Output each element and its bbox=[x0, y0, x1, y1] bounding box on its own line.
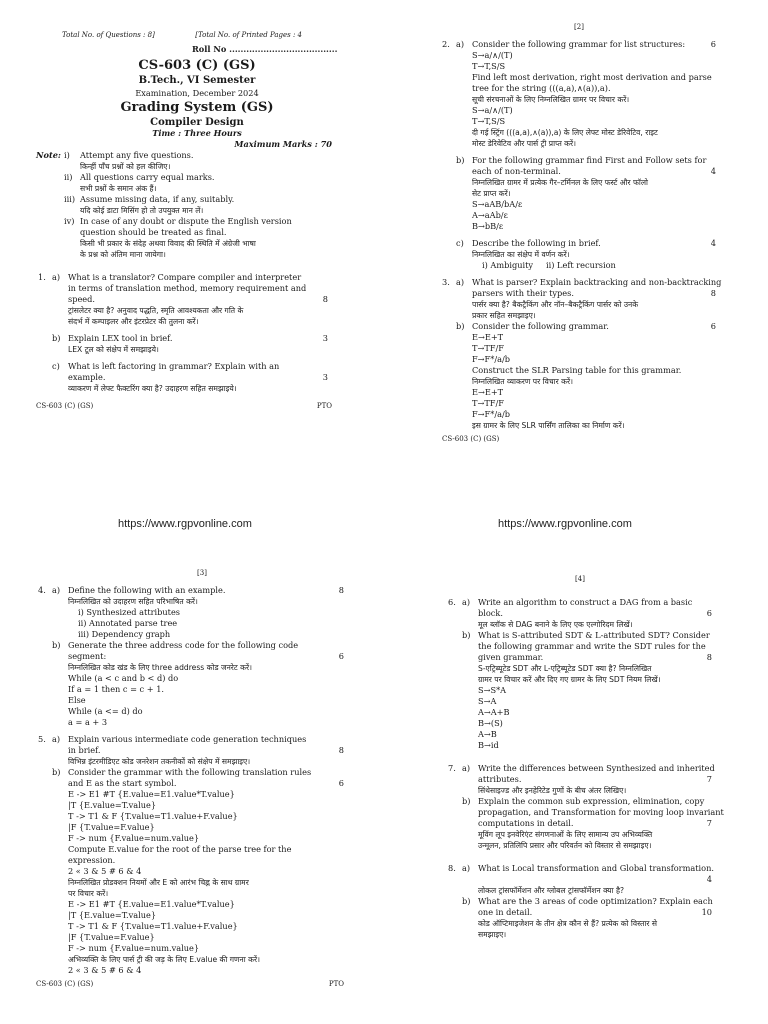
question-text-hindi: निम्नलिखित प्रोडक्शन नियमों और E को आरंभ चिह्न के साथ ग्रामर bbox=[68, 878, 249, 887]
question-text: What is parser? Explain backtracking and non-backtracking bbox=[472, 277, 722, 287]
question-text: Consider the grammar with the following translation rules bbox=[68, 767, 312, 777]
question-text: What is left factoring in grammar? Explain with an bbox=[68, 361, 280, 371]
grammar-line: B→id bbox=[478, 740, 499, 750]
note-num: ii) bbox=[64, 172, 73, 182]
rule-line: |F {T.value=F.value} bbox=[68, 932, 155, 942]
paper-code: CS-603 (C) (GS) bbox=[138, 58, 256, 73]
marks: 8 bbox=[322, 294, 328, 304]
question-7 bbox=[448, 763, 724, 851]
exam: Examination, December 2024 bbox=[135, 88, 259, 98]
note-text-hindi: किसी भी प्रकार के संदेह अथवा विवाद की स्थिति में अंग्रेजी भाषा bbox=[80, 239, 256, 248]
rule-line: |F {T.value=F.value} bbox=[68, 822, 155, 832]
marks: 6 bbox=[338, 778, 344, 788]
question-number: 8. bbox=[448, 863, 456, 873]
question-text: Describe the following in brief. bbox=[472, 238, 601, 248]
marks: 4 bbox=[710, 166, 716, 176]
question-text: parsers with their types. bbox=[472, 288, 574, 298]
question-text: in brief. bbox=[68, 745, 101, 755]
roll-no: Roll No ...................................... bbox=[192, 44, 338, 54]
rule-line: F -> num {F.value=num.value} bbox=[68, 833, 200, 843]
part-label: b) bbox=[52, 767, 61, 777]
note-text-hindi: यदि कोई डाटा मिसिंग हो तो उपयुक्त मान लें। bbox=[80, 206, 204, 215]
question-number: 7. bbox=[448, 763, 456, 773]
question-text-hindi: सूची संरचनाओं के लिए निम्नलिखित ग्रामर पर विचार करें। bbox=[472, 95, 630, 104]
part-label: a) bbox=[462, 863, 471, 873]
grammar-line: E→E+T bbox=[472, 332, 504, 342]
sub-item: ii) Annotated parse tree bbox=[78, 618, 178, 628]
page-4 bbox=[384, 512, 768, 1024]
expression: 2 « 3 & 5 # 6 & 4 bbox=[68, 965, 142, 975]
rule-line: T -> T1 & F {T.value=T1.value+F.value} bbox=[68, 921, 238, 931]
question-text: Construct the SLR Parsing table for this grammar. bbox=[472, 365, 682, 375]
marks: 10 bbox=[701, 907, 712, 917]
note-text: In case of any doubt or dispute the English version bbox=[80, 216, 292, 226]
marks: 8 bbox=[338, 585, 344, 595]
question-text-hindi: निम्नलिखित का संक्षेप में वर्णन करें। bbox=[472, 250, 570, 259]
question-text: propagation, and Transformation for moving loop invariant bbox=[478, 807, 724, 817]
question-number: 6. bbox=[448, 597, 456, 607]
grammar-line: S→A bbox=[478, 696, 497, 706]
code-line: a = a + 3 bbox=[68, 717, 108, 727]
marks: 7 bbox=[706, 818, 712, 828]
marks: 8 bbox=[706, 652, 712, 662]
note-num: i) bbox=[64, 150, 70, 160]
page-number: [4] bbox=[575, 575, 585, 583]
question-text-hindi: मूल ब्लॉक से DAG बनाने के लिए एक एल्गोरिदम लिखें। bbox=[478, 620, 633, 629]
question-text-hindi: मोस्ट डेरिवेटिव और पार्स ट्री प्राप्त करें। bbox=[472, 139, 576, 148]
question-text: attributes. bbox=[478, 774, 522, 784]
grading-system: Grading System (GS) bbox=[120, 100, 274, 115]
marks: 6 bbox=[338, 651, 344, 661]
question-text-hindi: मूविंग लूप इनवेरिएंट संगणनाओं के लिए सामान्य उप अभिव्यक्ति bbox=[478, 830, 653, 839]
grammar-line: S→a/∧/(T) bbox=[472, 105, 513, 115]
grammar-line: F→F*/a/b bbox=[472, 354, 510, 364]
question-text: each of non-terminal. bbox=[472, 166, 561, 176]
question-text: Explain LEX tool in brief. bbox=[68, 333, 173, 343]
question-text: the following grammar and write the SDT rules for the bbox=[478, 641, 706, 651]
question-text-hindi: उन्मूलन, प्रतिलिपि प्रसार और परिवर्तन को विस्तार से समझाइए। bbox=[478, 841, 652, 850]
question-text-hindi: इस ग्रामर के लिए SLR पार्सिंग तालिका का निर्माण करें। bbox=[472, 421, 625, 430]
footer-code: CS-603 (C) (GS) bbox=[36, 402, 94, 410]
rule-line: E -> E1 #T {E.value=E1.value*T.value} bbox=[68, 899, 235, 909]
grammar-line: T→T,S/S bbox=[472, 61, 506, 71]
grammar-line: T→TF/F bbox=[472, 343, 504, 353]
question-text-hindi: प्रकार सहित समझाइए। bbox=[472, 311, 536, 320]
part-label: b) bbox=[52, 333, 61, 343]
question-text: For the following grammar find First and Follow sets for bbox=[472, 155, 707, 165]
grammar-line: E→E+T bbox=[472, 387, 504, 397]
note-text-hindi: सभी प्रश्नों के समान अंक हैं। bbox=[80, 184, 157, 193]
code-line: While (a <= d) do bbox=[68, 706, 143, 716]
note-text-hindi: के प्रश्न को अंतिम माना जायेगा। bbox=[80, 250, 166, 259]
question-text: segment: bbox=[68, 651, 107, 661]
note-num: iii) bbox=[64, 194, 76, 204]
part-label: a) bbox=[462, 597, 471, 607]
rule-line: |T {E.value=T.value} bbox=[68, 910, 157, 920]
total-pages: [Total No. of Printed Pages : 4 bbox=[195, 31, 302, 39]
max-marks: Maximum Marks : 70 bbox=[234, 139, 332, 149]
question-text: given grammar. bbox=[478, 652, 544, 662]
question-1 bbox=[38, 272, 328, 394]
question-text: one in detail. bbox=[478, 907, 533, 917]
question-text-hindi: पार्सर क्या है? बैकट्रैकिंग और नॉन–बैकट्रैकिंग पार्सर को उनके bbox=[472, 300, 639, 309]
question-number: 3. bbox=[442, 277, 450, 287]
page-2 bbox=[384, 0, 768, 512]
part-label: c) bbox=[52, 361, 60, 371]
grammar-line: T→TF/F bbox=[472, 398, 504, 408]
notes bbox=[36, 150, 342, 260]
question-text: Explain the common sub expression, elimination, copy bbox=[478, 796, 705, 806]
question-number: 5. bbox=[38, 734, 46, 744]
question-text: tree for the string (((a,a),∧(a)),a). bbox=[472, 83, 611, 93]
question-text: What is a translator? Compare compiler and interpreter bbox=[68, 272, 302, 282]
marks: 4 bbox=[710, 238, 716, 248]
grammar-line: S→aAB/bA/ε bbox=[472, 199, 523, 209]
question-text: Consider the following grammar for list structures: bbox=[472, 39, 686, 49]
question-text: block. bbox=[478, 608, 503, 618]
marks: 6 bbox=[706, 608, 712, 618]
question-number: 2. bbox=[442, 39, 450, 49]
question-text-hindi: सेट प्राप्त करें। bbox=[472, 189, 511, 198]
question-text-hindi: अभिव्यक्ति के लिए पार्स ट्री की जड़ के लिए E.value की गणना करें। bbox=[68, 955, 260, 964]
part-label: b) bbox=[52, 640, 61, 650]
subject: Compiler Design bbox=[150, 117, 244, 128]
part-label: a) bbox=[52, 585, 61, 595]
time: Time : Three Hours bbox=[152, 128, 242, 138]
question-2 bbox=[442, 39, 716, 271]
sub-item: iii) Dependency graph bbox=[78, 629, 171, 639]
marks: 3 bbox=[322, 372, 328, 382]
code-line: While (a < c and b < d) do bbox=[68, 673, 179, 683]
question-6 bbox=[448, 597, 712, 751]
part-label: b) bbox=[462, 896, 471, 906]
marks: 4 bbox=[706, 874, 712, 884]
sub-item: i) Synthesized attributes bbox=[78, 607, 180, 617]
question-text-hindi: संदर्भ में कम्पाइलर और इंटरप्रेटर की तुलना करें। bbox=[68, 317, 199, 326]
grammar-line: A→B bbox=[478, 729, 497, 739]
marks: 3 bbox=[322, 333, 328, 343]
note-label: Note: bbox=[36, 150, 61, 160]
grammar-line: A→aAb/ε bbox=[472, 210, 508, 220]
question-3 bbox=[442, 277, 722, 431]
page-1 bbox=[0, 0, 384, 512]
part-label: a) bbox=[52, 734, 61, 744]
grammar-line: B→bB/ε bbox=[472, 221, 504, 231]
rule-line: F -> num {F.value=num.value} bbox=[68, 943, 200, 953]
part-label: a) bbox=[462, 763, 471, 773]
page-number: [2] bbox=[574, 23, 584, 31]
part-label: b) bbox=[462, 630, 471, 640]
question-text: computations in detail. bbox=[478, 818, 574, 828]
grammar-line: F→F*/a/b bbox=[472, 409, 510, 419]
note-text: Attempt any five questions. bbox=[80, 150, 194, 160]
note-text: Assume missing data, if any, suitably. bbox=[80, 194, 235, 204]
rule-line: T -> T1 & F {T.value=T1.value+F.value} bbox=[68, 811, 238, 821]
question-4 bbox=[38, 585, 344, 728]
marks: 6 bbox=[710, 39, 716, 49]
question-text-hindi: निम्नलिखित व्याकरण पर विचार करें। bbox=[472, 377, 573, 386]
sub-item: i) Ambiguity bbox=[482, 260, 533, 270]
program: B.Tech., VI Semester bbox=[138, 75, 256, 86]
note-num: iv) bbox=[64, 216, 75, 226]
note-text-hindi: किन्हीं पाँच प्रश्नों को हल कीजिए। bbox=[80, 162, 171, 171]
code-line: Else bbox=[68, 695, 86, 705]
total-questions: Total No. of Questions : 8] bbox=[62, 31, 155, 39]
question-text: Define the following with an example. bbox=[68, 585, 226, 595]
source-url-left[interactable]: https://www.rgpvonline.com bbox=[118, 518, 252, 530]
part-label: a) bbox=[456, 39, 465, 49]
grammar-line: S→a/∧/(T) bbox=[472, 50, 513, 60]
question-text-hindi: विभिन्न इंटरमीडिएट कोड जनरेशन तकनीकों को संक्षेप में समझाइए। bbox=[68, 757, 251, 766]
question-text-hindi: निम्नलिखित ग्रामर में प्रत्येक गैर–टर्मिनल के लिए फर्स्ट और फॉलो bbox=[472, 178, 648, 187]
question-text: and E as the start symbol. bbox=[68, 778, 177, 788]
part-label: a) bbox=[52, 272, 61, 282]
expression: 2 « 3 & 5 # 6 & 4 bbox=[68, 866, 142, 876]
question-text: Find left most derivation, right most derivation and parse bbox=[472, 72, 712, 82]
footer-code: CS-603 (C) (GS) bbox=[36, 980, 94, 988]
question-5 bbox=[38, 734, 344, 976]
grammar-line: A→A+B bbox=[478, 707, 510, 717]
question-text: What are the 3 areas of code optimization? Explain each bbox=[478, 896, 713, 906]
question-text-hindi: ट्रांसलेटर क्या है? अनुवाद पद्धति, स्मृति आवश्यकता और गति के bbox=[68, 306, 244, 315]
note-text: question should be treated as final. bbox=[80, 227, 227, 237]
source-url-right[interactable]: https://www.rgpvonline.com bbox=[498, 518, 632, 530]
footer-pto: PTO bbox=[328, 980, 344, 988]
code-line: If a = 1 then c = c + 1. bbox=[68, 684, 165, 694]
question-text: Write the differences between Synthesized and inherited bbox=[478, 763, 715, 773]
marks: 8 bbox=[338, 745, 344, 755]
part-label: a) bbox=[456, 277, 465, 287]
question-text-hindi: सिंथेसाइज्ड और इनहेरिटेड गुणों के बीच अंतर लिखिए। bbox=[478, 786, 627, 795]
rule-line: E -> E1 #T {E.value=E1.value*T.value} bbox=[68, 789, 235, 799]
question-text: in terms of translation method, memory requirement and bbox=[68, 283, 307, 293]
grammar-line: B→(S) bbox=[478, 718, 503, 728]
question-text-hindi: निम्नलिखित कोड खंड के लिए three address कोड जनरेट करें। bbox=[68, 663, 252, 672]
question-number: 1. bbox=[38, 272, 46, 282]
question-8 bbox=[448, 863, 712, 940]
question-text-hindi: पर विचार करें। bbox=[68, 889, 109, 898]
part-label: b) bbox=[462, 796, 471, 806]
question-text-hindi: समझाइए। bbox=[478, 930, 507, 939]
marks: 8 bbox=[710, 288, 716, 298]
question-text: expression. bbox=[68, 855, 116, 865]
question-text-hindi: LEX टूल को संक्षेप में समझाइये। bbox=[68, 345, 159, 354]
question-text: What is S-attributed SDT & L-attributed SDT? Consider bbox=[478, 630, 710, 640]
part-label: b) bbox=[456, 321, 465, 331]
question-text: What is Local transformation and Global transformation. bbox=[478, 863, 714, 873]
question-text-hindi: निम्नलिखित को उदाहरण सहित परिभाषित करें। bbox=[68, 597, 198, 606]
question-text-hindi: लोकल ट्रांसफॉर्मेशन और ग्लोबल ट्रांसफॉर्मेशन क्या है? bbox=[478, 886, 625, 895]
question-text: Consider the following grammar. bbox=[472, 321, 609, 331]
note-text: All questions carry equal marks. bbox=[80, 172, 215, 182]
sub-item: ii) Left recursion bbox=[546, 260, 616, 270]
question-text-hindi: ग्रामर पर विचार करें और दिए गए ग्रामर के लिए SDT नियम लिखें। bbox=[478, 675, 661, 684]
marks: 6 bbox=[710, 321, 716, 331]
rule-line: |T {E.value=T.value} bbox=[68, 800, 157, 810]
question-text: Generate the three address code for the following code bbox=[68, 640, 299, 650]
question-text-hindi: दी गई स्ट्रिंग (((a,a),∧(a)),a) के लिए लेफ्ट मोस्ट डेरिवेटिव, राइट bbox=[472, 128, 658, 137]
page-3 bbox=[0, 512, 384, 1024]
page-number: [3] bbox=[197, 569, 207, 577]
grammar-line: T→T,S/S bbox=[472, 116, 506, 126]
question-text: Write an algorithm to construct a DAG from a basic bbox=[478, 597, 693, 607]
question-text-hindi: कोड ऑप्टिमाइजेशन के तीन क्षेत्र कौन से हैं? प्रत्येक को विस्तार से bbox=[478, 919, 658, 928]
question-text: Compute E.value for the root of the parse tree for the bbox=[68, 844, 292, 854]
question-text-hindi: S-एट्रिब्यूटेड SDT और L-एट्रिब्यूटेड SDT क्या है? निम्नलिखित bbox=[478, 664, 652, 673]
question-text: speed. bbox=[68, 294, 95, 304]
grammar-line: S→S*A bbox=[478, 685, 507, 695]
marks: 7 bbox=[706, 774, 712, 784]
question-text: example. bbox=[68, 372, 106, 382]
footer-pto: PTO bbox=[316, 402, 332, 410]
part-label: b) bbox=[456, 155, 465, 165]
part-label: c) bbox=[456, 238, 464, 248]
question-number: 4. bbox=[38, 585, 46, 595]
question-text: Explain various intermediate code generation techniques bbox=[68, 734, 307, 744]
footer-code: CS-603 (C) (GS) bbox=[442, 435, 500, 443]
question-text-hindi: व्याकरण में लेफ्ट फैक्टरिंग क्या है? उदाहरण सहित समझाइये। bbox=[68, 384, 237, 393]
